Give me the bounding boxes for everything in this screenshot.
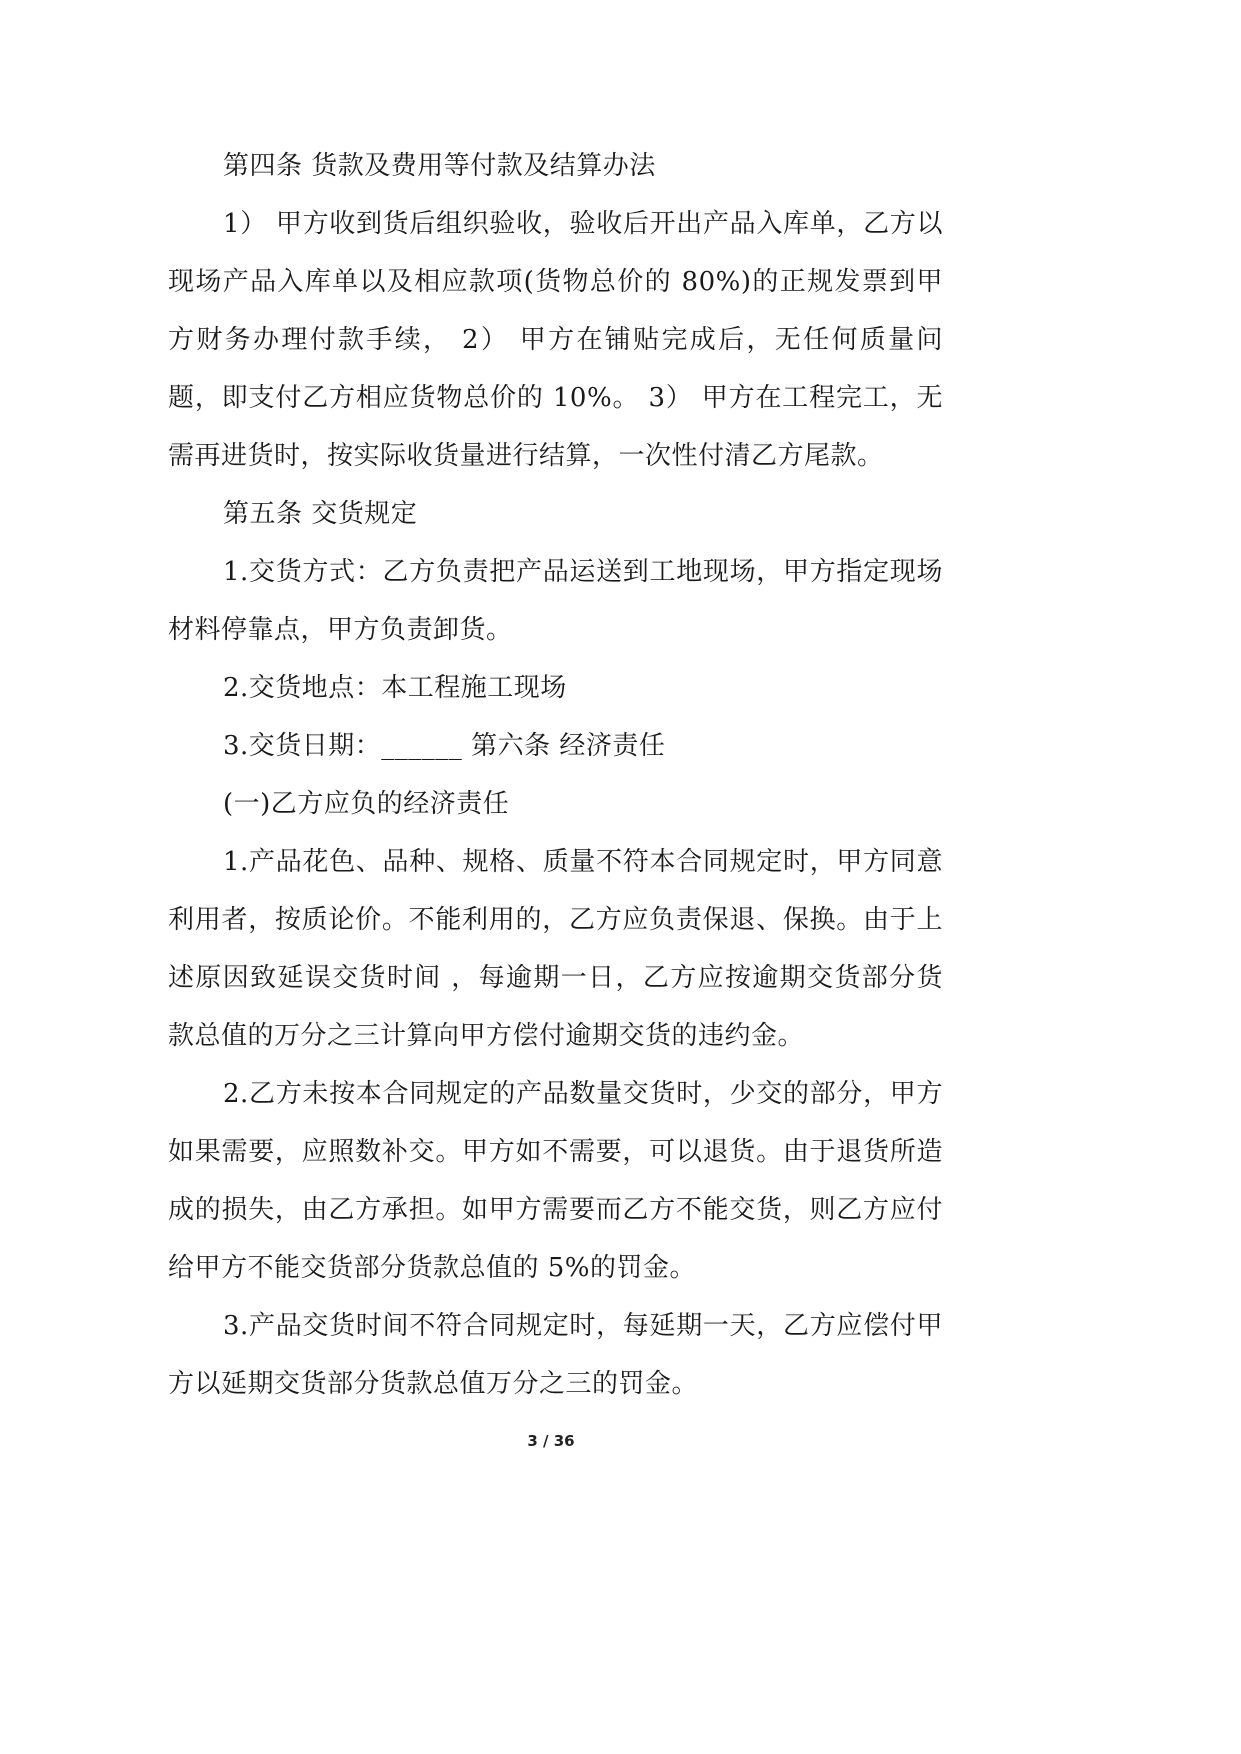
liability-clause-1: 1.产品花色、品种、规格、质量不符本合同规定时，甲方同意利用者，按质论价。不能利用的，乙方应负责保退、保换。由于上述原因致延误交货时间 ，每逾期一日，乙方应按逾期交货部分货款总值的万分之三计算向甲方偿付逾期交货的违约金。 xyxy=(168,847,943,1051)
delivery-date-and-article-6-heading: 3.交货日期：______ 第六条 经济责任 xyxy=(223,731,666,761)
liability-clause-2: 2.乙方未按本合同规定的产品数量交货时，少交的部分，甲方如果需要，应照数补交。甲方如不需要，可以退货。由于退货所造成的损失，由乙方承担。如甲方需要而乙方不能交货，则乙方应付给甲方不能交货部分货款总值的 5%的罚金。 xyxy=(168,1079,943,1283)
delivery-method: 1.交货方式：乙方负责把产品运送到工地现场，甲方指定现场材料停靠点，甲方负责卸货。 xyxy=(168,557,943,645)
article-5-heading: 第五条 交货规定 xyxy=(223,499,418,529)
page-number: 3 / 36 xyxy=(527,1432,575,1450)
article-4-payment-terms: 1） 甲方收到货后组织验收，验收后开出产品入库单，乙方以现场产品入库单以及相应款项(货物总价的 80%)的正规发票到甲方财务办理付款手续， 2） 甲方在铺贴完成后，无任何质量问题，即支付乙方相应货物总价的 10%。 3） 甲方在工程完工，无需再进货时，按实际收货量进行结算，一次性付清乙方尾款。 xyxy=(168,209,943,471)
liability-clause-3: 3.产品交货时间不符合同规定时，每延期一天，乙方应偿付甲方以延期交货部分货款总值万分之三的罚金。 xyxy=(168,1311,943,1399)
article-4-heading: 第四条 货款及费用等付款及结算办法 xyxy=(223,151,656,181)
document-body xyxy=(168,137,943,1413)
delivery-location: 2.交货地点：本工程施工现场 xyxy=(223,673,567,703)
party-b-liability-heading: (一)乙方应负的经济责任 xyxy=(223,789,510,819)
